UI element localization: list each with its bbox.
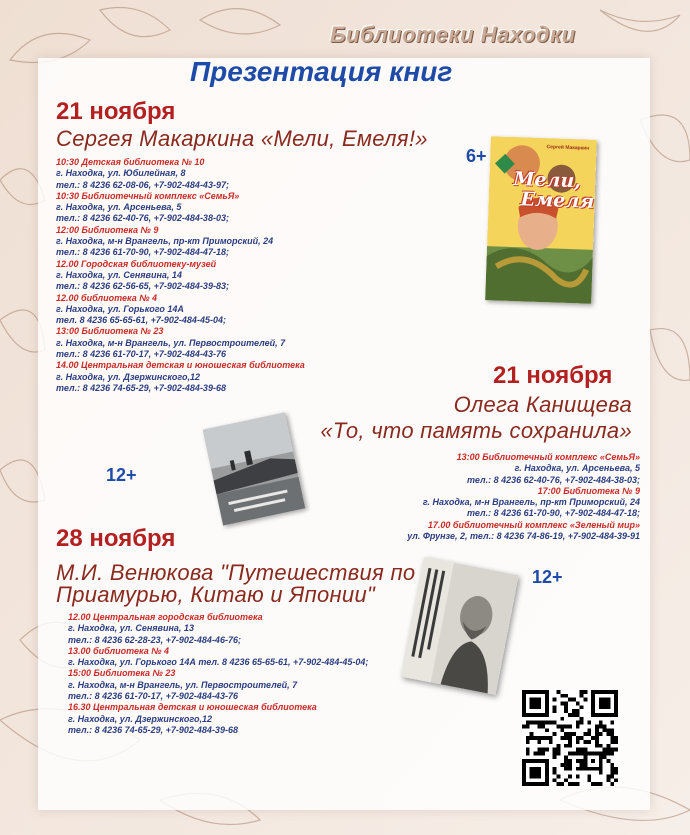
schedule-phone: тел. 8 4236 65-65-61, +7-902-484-45-04; [56,315,226,326]
schedule-phone: тел.: 8 4236 61-70-17, +7-902-484-43-76 [68,691,238,702]
schedule-event: 17:00 Библиотека № 9 [537,485,640,496]
cover-title-line-2: Емеля [520,188,595,213]
event-1-age-rating: 6+ [466,146,487,166]
cover-title-line-1: Мели, [513,168,582,193]
event-1-date: 21 ноября [56,98,176,125]
schedule-event: 13:00 Библиотечный комплекс «СемьЯ» [456,452,640,462]
schedule-address: г. Находка, ул. Сенявина, 13 [68,623,194,634]
schedule-event: 10:30 Детская библиотека № 10 [56,157,205,167]
schedule-address: г. Находка, м-н Врангель, пр-кт Приморский, 24 [56,236,274,247]
event-2-date: 21 ноября [493,362,613,389]
schedule-event: 14.00 Центральная детская и юношеская библиотека [56,360,305,371]
schedule-phone: тел.: 8 4236 61-70-90, +7-902-484-47-18; [56,247,229,258]
schedule-event: 17.00 библиотечный комплекс «Зеленый мир» [427,519,640,530]
schedule-event: 12.00 Городская библиотеку-музей [56,258,217,269]
event-3-title-line-1: М.И. Венюкова "Путешествия по [56,560,416,585]
schedule-address: г. Находка, м-н Врангель, ул. Первостроителей, 7 [56,337,286,348]
event-3-title-line-2: Приамурью, Китаю и Японии" [56,582,376,607]
schedule-address: г. Находка, ул. Горького 14А тел. 8 4236 65-65-61, +7-902-484-45-04; [68,657,369,668]
event-2-age-rating: 12+ [106,465,137,485]
schedule-phone: тел.: 8 4236 62-40-76, +7-902-484-38-03; [56,213,229,224]
qr-code [522,690,618,786]
page-title: Презентация книг [190,56,453,87]
schedule-address: г. Находка, м-н Врангель, ул. Первостроителей, 7 [68,679,298,690]
schedule-phone: тел.: 8 4236 62-40-76, +7-902-484-38-03; [467,474,640,485]
schedule-event: 12:00 Библиотека № 9 [56,224,159,235]
schedule-address: г. Находка, ул. Дзержинского,12 [56,371,200,382]
event-2-title-line-2: «То, что память сохранила» [320,418,632,443]
schedule-event: 12.00 Центральная городская библиотека [68,612,263,622]
organization-title: Библиотеки Находки [330,22,576,47]
schedule-address: г. Находка, ул. Сенявина, 14 [56,269,182,280]
schedule-event: 16.30 Центральная детская и юношеская библиотека [68,702,317,713]
schedule-address: ул. Фрунзе, 2, тел.: 8 4236 74-86-19, +7-902-484-39-91 [407,531,640,542]
schedule-phone: тел.: 8 4236 74-65-29, +7-902-484-39-68 [68,724,238,735]
schedule-event: 12.00 библиотека № 4 [56,292,158,303]
schedule-address: г. Находка, ул. Горького 14А [56,303,184,314]
cover-author: Сергей Макаркин [546,144,590,152]
schedule-event: 15:00 Библиотека № 23 [68,668,176,679]
event-3-date: 28 ноября [56,525,176,552]
schedule-phone: тел.: 8 4236 62-28-23, +7-902-484-46-76; [68,634,241,645]
schedule-address: г. Находка, ул. Юбилейная, 8 [56,168,186,179]
event-3-schedule [68,612,428,736]
schedule-event: 10:30 Библиотечный комплекс «СемьЯ» [56,190,240,201]
schedule-phone: тел.: 8 4236 62-56-65, +7-902-484-39-83; [56,281,229,292]
schedule-address: г. Находка, ул. Дзержинского,12 [68,713,212,724]
schedule-address: г. Находка, ул. Арсеньева, 5 [514,463,640,474]
event-1-book-title: Сергея Макаркина «Мели, Емеля!» [56,126,428,151]
event-2-title-line-1: Олега Канищева [453,392,632,417]
event-1-schedule [56,157,386,394]
schedule-phone: тел.: 8 4236 61-70-17, +7-902-484-43-76 [56,349,226,360]
schedule-phone: тел.: 8 4236 62-08-06, +7-902-484-43-97; [56,179,229,190]
schedule-address: г. Находка, ул. Арсеньева, 5 [56,202,182,213]
schedule-address: г. Находка, м-н Врангель, пр-кт Приморский, 24 [422,497,640,508]
event-3-age-rating: 12+ [532,567,563,587]
schedule-event: 13:00 Библиотека № 23 [56,326,164,337]
schedule-phone: тел.: 8 4236 74-65-29, +7-902-484-39-68 [56,382,226,393]
event-2-schedule [310,452,640,542]
schedule-event: 13.00 библиотека № 4 [68,645,170,656]
book-cover-meli-emelya [485,136,597,304]
schedule-phone: тел.: 8 4236 61-70-90, +7-902-484-47-18; [467,508,640,519]
